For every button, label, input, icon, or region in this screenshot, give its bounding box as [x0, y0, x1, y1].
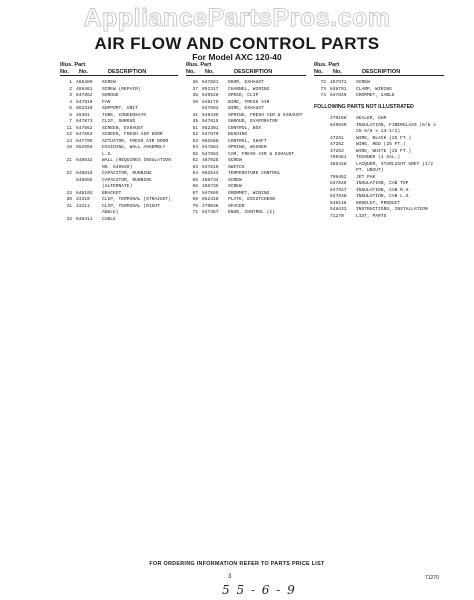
part-description: SPRING, WASHER: [228, 145, 267, 150]
illus-number: 71: [192, 210, 198, 215]
illus-number: 12: [66, 132, 72, 137]
document-code: 71270: [425, 575, 439, 581]
part-number: 647795: [76, 138, 93, 144]
part-description: TEMPERATURE CONTROL: [228, 171, 281, 176]
part-number: 647881: [202, 80, 219, 85]
table-row: [314, 162, 444, 175]
part-description: SUPPORT, UNIT: [102, 106, 138, 111]
table-row: [314, 123, 444, 136]
header-no: No.: [60, 68, 70, 75]
part-description: FAN: [102, 99, 111, 105]
part-number: 647815: [202, 119, 219, 124]
illus-number: 22: [66, 171, 72, 176]
part-number: 470168: [330, 116, 347, 121]
illus-number: 37: [192, 86, 198, 92]
part-number: 47261: [330, 135, 344, 141]
part-description: CONTROL, BOX: [228, 125, 262, 131]
part-number: 647862: [76, 93, 93, 98]
illus-number: 69: [192, 197, 198, 202]
part-number: 488480: [76, 80, 93, 85]
part-description: CLIP, TERMINAL (RIGHT ANGLE): [102, 203, 160, 215]
part-number: 47262: [330, 142, 344, 147]
part-number: 649435: [202, 112, 219, 118]
part-number: 71270: [330, 213, 344, 219]
part-number: 852318: [76, 106, 93, 111]
part-number: 43311: [76, 203, 90, 209]
illus-number: 63: [192, 164, 198, 170]
part-number: 648791: [330, 86, 347, 92]
illus-number: 13: [66, 138, 72, 144]
illus-number: 3: [69, 93, 72, 98]
part-description: SWITCH: [228, 164, 245, 170]
part-number: 648815: [76, 171, 93, 176]
part-number: 470036: [202, 203, 219, 209]
part-number: 47263: [330, 148, 344, 154]
part-description: SHROUD, EVAPORATOR: [228, 119, 278, 124]
illus-number: 21: [66, 158, 72, 163]
illus-number: 55: [192, 151, 198, 157]
illus-number: 66: [192, 184, 198, 189]
part-description: CABLE: [102, 216, 116, 222]
illus-number: 7: [69, 119, 72, 124]
part-description: SCREW: [228, 177, 242, 183]
illus-number: 54: [192, 145, 198, 150]
part-description: WIRE, FRESH AIR: [228, 99, 270, 105]
illus-number: 41: [192, 112, 198, 118]
illus-number: 30: [66, 197, 72, 202]
part-number: 852416: [202, 197, 219, 202]
illus-number: 31: [66, 203, 72, 209]
part-number: 647862: [76, 125, 93, 131]
header-part-no: No.: [333, 68, 343, 75]
part-description: CLIP, TERMINAL (STRAIGHT): [102, 197, 171, 202]
parts-list: [60, 80, 178, 223]
parts-column-3: [314, 62, 444, 220]
not-illustrated-heading: FOLLOWING PARTS NOT ILLUSTRATED: [314, 103, 414, 110]
part-description: INSULATION, CAB L.S.: [356, 194, 412, 199]
parts-list: [314, 80, 444, 100]
part-description: CAPACITOR, RUNNING: [102, 171, 152, 176]
table-row: [60, 158, 178, 171]
part-description: ACTUATOR, FRESH AIR DOOR: [102, 138, 169, 144]
table-row: [60, 178, 178, 191]
part-number: 649832: [76, 158, 93, 163]
illus-number: 65: [192, 177, 198, 183]
handwritten-note: 5 5 - 6 - 9: [222, 583, 297, 597]
header-description: DESCRIPTION: [362, 68, 401, 75]
page-title: AIR FLOW AND CONTROL PARTS: [94, 34, 380, 53]
part-number: 488734: [202, 177, 219, 183]
part-description: GROMMET, WIRING: [228, 190, 270, 196]
part-number: 852317: [202, 86, 219, 92]
illus-number: 1: [69, 80, 72, 85]
part-description: SHROUD: [102, 93, 119, 98]
part-description: SCREEN, FRESH AIR DOOR: [102, 132, 163, 137]
part-description: PLATE, ESCUTCHEON: [228, 197, 275, 202]
table-row: [60, 145, 178, 158]
illus-number: 19: [66, 145, 72, 150]
header-part-no: No.: [205, 68, 215, 75]
part-description: SCREW: [356, 80, 370, 85]
part-number: 648103: [76, 190, 93, 196]
part-number: 852301: [202, 125, 219, 131]
part-description: WALL (REQUIRES INSULATION NO. 649939): [102, 158, 171, 170]
part-description: INSULATION, FIBERGLASS (5/8 x 25-5/8 x 13-1/2): [356, 122, 436, 134]
header-description: DESCRIPTION: [108, 68, 147, 75]
part-description: SCREW: [228, 184, 242, 189]
part-number: 647873: [76, 119, 93, 124]
part-number: 647819: [202, 164, 219, 170]
part-number: 485426: [330, 161, 347, 167]
part-number: 852668: [202, 138, 219, 144]
part-description: KNOB, CONTROL (2): [228, 210, 275, 215]
part-number: 647848: [330, 194, 347, 199]
part-number: 647849: [330, 93, 347, 98]
table-row: [314, 93, 444, 100]
part-description: CONTROL, SHAFT: [228, 138, 267, 144]
illus-number: 53: [192, 138, 198, 144]
table-row: [60, 204, 178, 217]
part-description: WIRE, WHITE (25 FT.): [356, 148, 412, 154]
header-illus: Illus. Part: [60, 62, 86, 68]
header-illus: Illus. Part: [314, 62, 340, 68]
illus-number: 32: [66, 216, 72, 222]
part-description: LACQUER, STARLIGHT GREY (1/2 PT. UNCUT): [356, 161, 434, 173]
illus-number: 49: [192, 119, 198, 124]
illus-number: 39: [192, 99, 198, 105]
part-description: CLIP, SHROUD: [102, 119, 136, 124]
part-number: 799351: [330, 155, 347, 160]
part-description: SCREEN, EXHAUST: [102, 125, 144, 131]
part-description: JET PAK: [356, 174, 376, 180]
part-description: INSULATION, CAB TOP: [356, 181, 409, 186]
part-description: SCREW: [102, 80, 116, 85]
header-part-no: No.: [79, 68, 89, 75]
part-number: 647883: [202, 106, 219, 111]
part-description: WIRE, BLACK (25 FT.): [356, 135, 412, 141]
illus-number: 5: [69, 106, 72, 111]
illus-number: 38: [192, 93, 198, 98]
parts-list-not-illustrated: [314, 116, 444, 220]
part-number: 488735: [202, 184, 219, 189]
part-number: 799452: [330, 174, 347, 180]
illus-number: 70: [192, 203, 198, 209]
part-description: SPACER: [228, 203, 245, 209]
column-header: [314, 62, 444, 76]
part-number: 647487: [202, 210, 219, 215]
header-illus: Illus. Part: [186, 62, 212, 68]
part-number: 648411: [76, 216, 93, 222]
illus-number: 64: [192, 171, 198, 176]
part-description: SPEED, CLIP: [228, 93, 259, 98]
part-number: 648179: [202, 99, 219, 105]
illus-number: 11: [66, 125, 72, 131]
part-number: 852994: [76, 145, 93, 150]
part-description: LIST, PARTS: [356, 213, 387, 219]
part-number: 647846: [330, 181, 347, 186]
table-row: [186, 210, 306, 217]
part-number: 649939: [330, 122, 347, 128]
part-description: WIRE, EXHAUST: [228, 106, 264, 111]
part-description: DIVIDING, WALL ASSEMBLY L.S.: [102, 145, 166, 157]
part-number: 647865: [202, 190, 219, 196]
part-number: 647881: [202, 145, 219, 150]
part-description: CAM, FRESH AIR & EXHAUST: [228, 151, 295, 157]
part-number: 487871: [330, 80, 347, 85]
part-number: 488481: [76, 86, 93, 92]
part-number: 647882: [202, 151, 219, 157]
part-description: CHANNEL, WIRING: [228, 86, 270, 92]
part-number: 487925: [202, 158, 219, 163]
table-row: [60, 217, 178, 224]
part-number: 647847: [330, 187, 347, 193]
ordering-note: FOR ORDERING INFORMATION REFER TO PARTS PRICE LIST: [149, 561, 325, 567]
part-description: GROMMET, CABLE: [356, 93, 395, 98]
part-number: 648148: [330, 200, 347, 206]
column-header: [186, 62, 306, 76]
header-description: DESCRIPTION: [234, 68, 273, 75]
part-description: SEALER, GUM: [356, 116, 387, 121]
part-description: SCREW: [228, 158, 242, 163]
part-description: CAPACITOR, RUNNING (ALTERNATE): [102, 177, 152, 189]
table-row: [314, 214, 444, 221]
illus-number: 23: [66, 190, 72, 196]
part-description: DOOR, EXHAUST: [228, 80, 264, 85]
part-description: TUBE, CONDENSATE: [102, 112, 147, 118]
watermark: AppliancePartsPros.com: [83, 4, 391, 32]
illus-number: 62: [192, 158, 198, 163]
part-description: BRACKET: [102, 190, 122, 196]
part-description: THINNER (1 GAL.): [356, 155, 401, 160]
header-no: No.: [314, 68, 324, 75]
illus-number: 6: [69, 112, 72, 118]
illus-number: 36: [192, 80, 198, 85]
parts-column-2: [186, 62, 306, 217]
part-description: SCREW (REPAIR): [102, 86, 141, 92]
illus-number: 73: [320, 86, 326, 92]
illus-number: 67: [192, 190, 198, 196]
illus-number: 72: [320, 80, 326, 85]
part-number: 647879: [202, 132, 219, 137]
part-number: 647810: [76, 99, 93, 105]
illus-number: 4: [69, 99, 72, 105]
part-number: 852543: [202, 171, 219, 176]
header-no: No.: [186, 68, 196, 75]
part-number: 648855: [76, 177, 93, 183]
parts-column-1: [60, 62, 178, 223]
part-description: SPRING, FRESH AIR & EXHAUST: [228, 112, 303, 118]
page-number: 3: [228, 574, 232, 580]
part-description: WIRE, RED (25 FT.): [356, 142, 406, 147]
illus-number: 52: [192, 132, 198, 137]
part-description: BUSHING: [228, 132, 248, 137]
part-number: 649620: [202, 93, 219, 98]
part-number: 648433: [330, 207, 347, 212]
part-number: 49481: [76, 112, 90, 118]
parts-list: [186, 80, 306, 217]
illus-number: 2: [69, 86, 72, 92]
part-number: 647863: [76, 132, 93, 137]
illus-number: 51: [192, 125, 198, 131]
part-description: INSULATION, CAB R.S.: [356, 187, 412, 193]
column-header: [60, 62, 178, 76]
part-description: BOOKLET, PRODUCT: [356, 200, 401, 206]
part-description: INSTRUCTIONS, INSTALLATION: [356, 207, 428, 212]
model-subtitle: For Model AXC 120-40: [192, 52, 282, 62]
part-description: CLAMP, WIRING: [356, 86, 392, 92]
part-number: 43310: [76, 197, 90, 202]
illus-number: 74: [320, 93, 326, 98]
